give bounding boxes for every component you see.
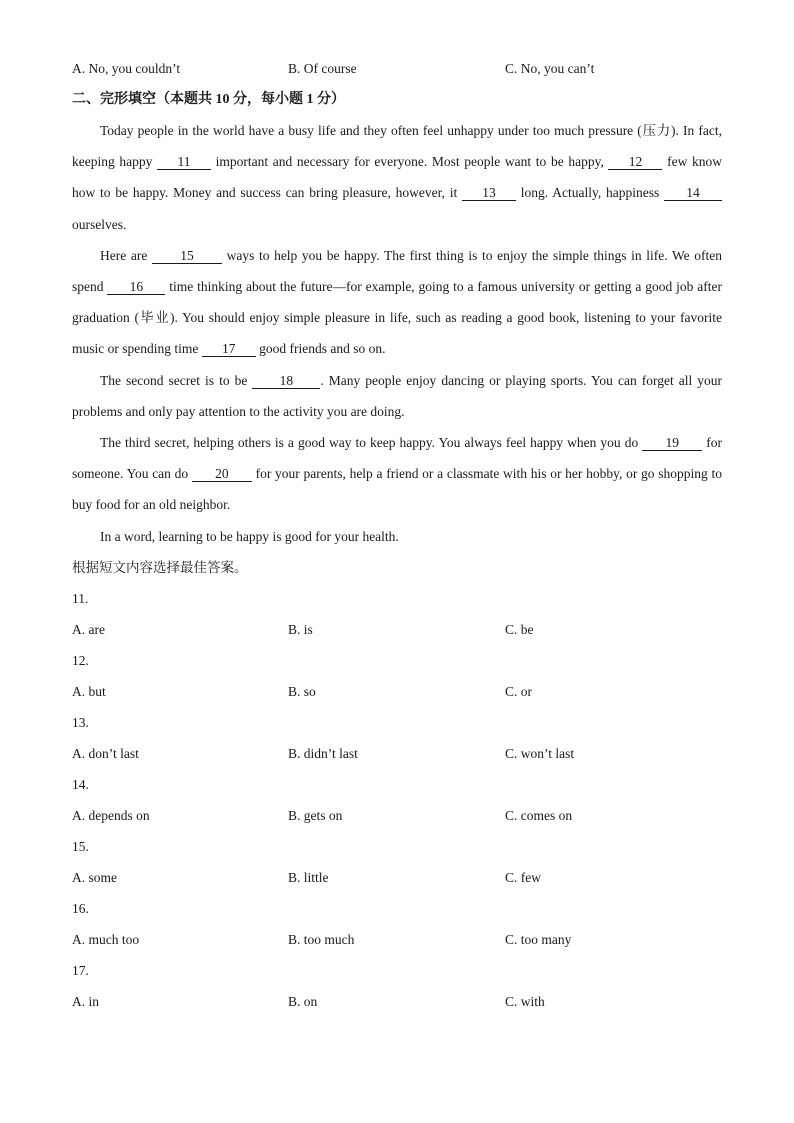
passage-paragraph-2: Here are 15 ways to help you be happy. The first thing is to enjoy the simple things in life. We often spend 16 time thinking about the future—for example, going to a famous university or getting a good job after graduation (毕业). You should enjoy simple pleasure in life, such as reading a good book, listening to your favorite music or spending time 17 good friends and so on. — [72, 247, 722, 357]
passage-paragraph-1: Today people in the world have a busy life and they often feel unhappy under too much pressure (压力). In fact, keeping happy 11 important and necessary for everyone. Most people want to be happy, 12 few know how to be happy. Money and success can bring pleasure, however, it 13 long. Actually, happiness 14 ourselves. — [72, 123, 722, 232]
option-b: B. gets on — [288, 807, 343, 823]
question-number: 14. — [72, 776, 89, 792]
option-b: B. didn’t last — [288, 745, 358, 761]
question-number: 11. — [72, 590, 89, 606]
option-c: C. comes on — [505, 807, 573, 823]
document-page — [72, 0, 722, 1017]
question-number: 12. — [72, 652, 89, 668]
option-b: B. is — [288, 621, 313, 637]
instruction-text: 根据短文内容选择最佳答案。 — [72, 559, 248, 575]
option-a: A. are — [72, 621, 105, 637]
option-a: A. in — [72, 993, 99, 1009]
question-options — [72, 738, 722, 769]
option-b: B. too much — [288, 931, 355, 947]
option-a: A. No, you couldn’t — [72, 61, 181, 76]
passage-paragraph-5: In a word, learning to be happy is good for your health. — [100, 528, 399, 544]
question-list — [72, 583, 722, 1017]
option-c: C. won’t last — [505, 745, 575, 761]
question-number: 15. — [72, 838, 89, 854]
option-a: A. don’t last — [72, 745, 139, 761]
blank-13: 13 — [462, 186, 516, 201]
blank-15: 15 — [152, 249, 222, 264]
question-options — [72, 676, 722, 707]
blank-20: 20 — [192, 467, 252, 482]
prev-question-options — [72, 53, 722, 84]
question-number: 13. — [72, 714, 89, 730]
question-number: 16. — [72, 900, 89, 916]
section-heading: 二、完形填空（本题共 10 分，每小题 1 分） — [72, 92, 345, 107]
question-options — [72, 800, 722, 831]
blank-18: 18 — [252, 374, 320, 389]
option-a: A. much too — [72, 931, 140, 947]
question-options — [72, 924, 722, 955]
passage-paragraph-3: The second secret is to be 18 . Many people enjoy dancing or playing sports. You can forget all your problems and only pay attention to the activity you are doing. — [72, 372, 723, 419]
option-c: C. No, you can’t — [505, 61, 595, 76]
question-options — [72, 862, 722, 893]
option-c: C. few — [505, 869, 541, 885]
passage-paragraph-4: The third secret, helping others is a good way to keep happy. You always feel happy when you do 19 for someone. You can do 20 for your parents, help a friend or a classmate with his or her hobby, or go shopping to buy food for an old neighbor. — [72, 435, 722, 513]
option-c: C. be — [505, 621, 534, 637]
blank-14: 14 — [664, 186, 722, 201]
option-b: B. Of course — [288, 61, 357, 76]
question-options — [72, 986, 722, 1017]
question-options — [72, 614, 722, 645]
question-number: 17. — [72, 962, 89, 978]
option-b: B. so — [288, 683, 316, 699]
blank-19: 19 — [642, 436, 702, 451]
blank-17: 17 — [202, 342, 256, 357]
option-a: A. some — [72, 869, 117, 885]
option-b: B. on — [288, 993, 318, 1009]
option-c: C. too many — [505, 931, 572, 947]
blank-16: 16 — [107, 280, 165, 295]
option-a: A. depends on — [72, 807, 150, 823]
blank-11: 11 — [157, 155, 211, 170]
option-c: C. with — [505, 993, 545, 1009]
option-b: B. little — [288, 869, 329, 885]
option-a: A. but — [72, 683, 106, 699]
blank-12: 12 — [608, 155, 662, 170]
option-c: C. or — [505, 683, 532, 699]
